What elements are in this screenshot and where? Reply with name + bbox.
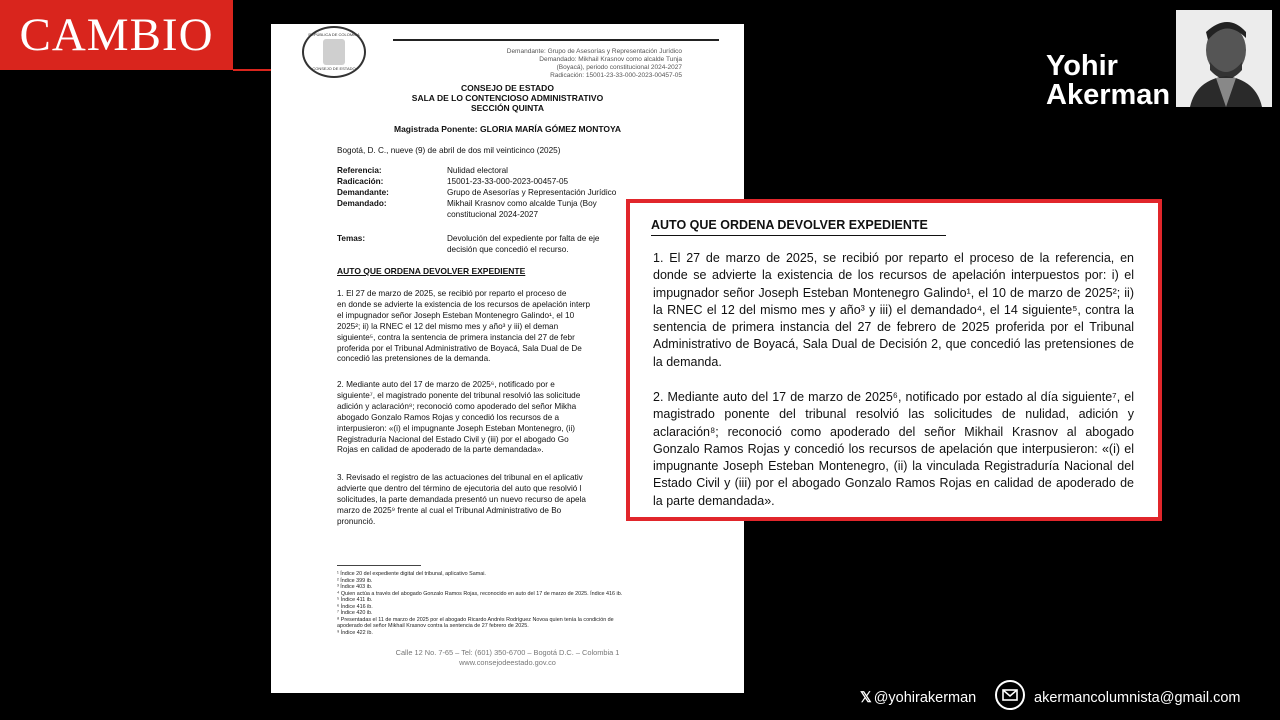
footnotes: [337, 571, 687, 636]
text-line: 2025²; ii) la RNEC el 12 del mismo mes y año³ y iii) el deman: [337, 321, 559, 331]
document-heading: AUTO QUE ORDENA DEVOLVER EXPEDIENTE: [337, 266, 526, 276]
meta-line: Radicación: 15001-23-33-000-2023-00457-05: [550, 72, 682, 79]
highlighted-excerpt: [626, 199, 1162, 521]
field-label: Demandado:: [337, 199, 387, 208]
case-metadata: [422, 48, 682, 80]
seal-bottom-text: CONSEJO DE ESTADO: [312, 66, 356, 71]
temas-line: decisión que concedió el recurso.: [447, 245, 569, 254]
text-line: el impugnador señor Joseph Esteban Montenegro Galindo¹, el 10: [337, 310, 575, 320]
text-line: abogado Gonzalo Ramos Rojas y concedió los recursos de a: [337, 412, 560, 422]
footnote: ⁵ Índice 411 ib.: [337, 597, 373, 603]
text-line: advierte que dentro del término de ejecutoria del auto que resolvió l: [337, 483, 582, 493]
court-chamber: SALA DE LO CONTENCIOSO ADMINISTRATIVO: [411, 93, 604, 103]
temas-label: Temas:: [337, 234, 366, 243]
footnote: ⁸ Presentadas el 11 de marzo de 2025 por el abogado Ricardo Andrés Rodríguez Novoa quien tenía la condición de: [337, 616, 614, 623]
text-line: solicitudes, la parte demandada presentó un nuevo recurso de apela: [337, 494, 586, 504]
excerpt-paragraph-2: 2. Mediante auto del 17 de marzo de 2025⁶, notificado por estado al día siguiente⁷, el magistrado ponente del tribunal resolvió las solicitudes de nulidad, adición y aclaración⁸; reconoció como apoderado del señor Mikhail Krasnov al abogado Gonzalo Ramos Rojas y concedió los recursos de apelación que interpusieron: «(i) el impugnante Joseph Esteban Montenegro, (ii) la vinculada Registraduría Nacional del Estado Civil y (iii) por el abogado Gonzalo Ramos Rojas en calidad de apoderado de la parte demandada».: [653, 390, 1134, 508]
excerpt-paragraph-1: 1. El 27 de marzo de 2025, se recibió por reparto el proceso de la referencia, en donde se advierte la existencia de los recursos de apelación interpuestos por: i) el impugnador señor Joseph Esteban Montenegro Galindo¹, el 10 de marzo de 2025²; ii) la RNEC el 12 del mismo mes y año³ y iii) el demandado⁴, el 14 siguiente⁵, contra la sentencia de primera instancia del 27 de febrero de 2025 proferida por el Tribunal Administrativo de Boyacá, Sala Dual de Decisión 2, que concedió las pretensiones de la demanda.: [653, 251, 1134, 369]
text-line: proferida por el Tribunal Administrativo de Boyacá, Sala Dual de De: [337, 343, 582, 353]
field-value: 15001-23-33-000-2023-00457-05: [447, 177, 569, 186]
text-line: 1. El 27 de marzo de 2025, se recibió por reparto el proceso de: [337, 289, 567, 298]
magistrate-name: GLORIA MARÍA GÓMEZ MONTOYA: [479, 124, 622, 134]
paragraph-3: [337, 473, 586, 528]
x-handle-text: @yohirakerman: [873, 690, 977, 706]
field-value: Mikhail Krasnov como alcalde Tunja (Boy: [447, 199, 597, 208]
footnote: ⁷ Índice 420 ib.: [337, 610, 373, 616]
text-line: interpusieron: «(i) el impugnante Joseph Esteban Montenegro, (ii): [337, 423, 576, 433]
footer-website: www.consejodeestado.gov.co: [459, 658, 556, 667]
court-section: SECCIÓN QUINTA: [470, 103, 545, 113]
excerpt-heading: AUTO QUE ORDENA DEVOLVER EXPEDIENTE: [651, 218, 928, 232]
author-name: [1046, 52, 1170, 110]
text-line: Rojas en calidad de apoderado de la parte demandada».: [337, 445, 544, 455]
cambio-logo: CAMBIO: [0, 0, 233, 70]
text-line: adición y aclaración⁸; reconoció como apoderado del señor Mikha: [337, 401, 577, 411]
footnote: ⁹ Índice 422 ib.: [337, 629, 373, 636]
page-footer: [271, 648, 744, 668]
footnote: ³ Índice 403 ib.: [337, 584, 373, 590]
meta-line: Demandante: Grupo de Asesorías y Representación Jurídico: [506, 48, 682, 55]
text-line: Registraduría Nacional del Estado Civil y (iii) por el abogado Go: [337, 434, 569, 444]
court-name: CONSEJO DE ESTADO: [461, 83, 554, 93]
author-first-name: Yohir: [1046, 50, 1118, 82]
author-avatar: [1176, 10, 1272, 107]
field-value: Nulidad electoral: [447, 166, 508, 175]
footer-address: Calle 12 No. 7-65 – Tel: (601) 350-6700 – Bogotá D.C. – Colombia 1: [395, 648, 620, 657]
text-line: siguiente⁵, contra la sentencia de primera instancia del 27 de febr: [337, 332, 575, 342]
coat-of-arms-icon: [323, 39, 345, 65]
meta-line: (Boyacá), periodo constitucional 2024-2027: [556, 64, 682, 71]
footnote: ¹ Índice 20 del expediente digital del tribunal, aplicativo Samai.: [337, 571, 486, 577]
magistrate-line: [271, 124, 744, 134]
temas-line: Devolución del expediente por falta de eje: [447, 234, 600, 243]
text-line: concedió las pretensiones de la demanda.: [337, 354, 491, 364]
text-line: marzo de 2025⁹ frente al cual el Tribunal Administrativo de Bo: [337, 505, 562, 515]
footnote: ⁶ Índice 416 ib.: [337, 603, 373, 610]
text-line: 3. Revisado el registro de las actuaciones del tribunal en el aplicativ: [337, 473, 583, 482]
excerpt-heading-underline: [651, 235, 946, 236]
paragraph-2: [337, 380, 580, 456]
field-value: Grupo de Asesorías y Representación Jurídico: [447, 188, 617, 197]
paragraph-1: [337, 289, 590, 365]
text-line: pronunció.: [337, 516, 376, 526]
meta-line: Demandado: Mikhail Krasnov como alcalde Tunja: [539, 56, 682, 63]
field-value: constitucional 2024-2027: [447, 210, 539, 219]
footnote: apoderado del señor Mikhail Krasnov contra la sentencia de 27 febrero de 2025.: [337, 623, 529, 629]
footnote: ² Índice 399 ib.: [337, 577, 373, 584]
email-icon: [995, 680, 1025, 710]
x-logo-icon: 𝕏: [860, 690, 872, 706]
field-label: Radicación:: [337, 177, 384, 186]
envelope-icon: [997, 682, 1023, 708]
footnote: ⁴ Quien actúa a través del abogado Gonzalo Ramos Rojas, reconocido en auto del 17 de marzo de 2025. Índice 416 ib.: [337, 590, 623, 597]
field-label: Referencia:: [337, 166, 382, 175]
field-label: Demandante:: [337, 188, 389, 197]
text-line: siguiente⁷, el magistrado ponente del tribunal resolvió las solicitude: [337, 390, 581, 400]
header-rule: [393, 39, 719, 41]
brand-divider: [233, 69, 273, 71]
author-last-name: Akerman: [1046, 79, 1171, 111]
footnote-rule: [337, 565, 421, 566]
court-seal-icon: [302, 26, 366, 78]
text-line: en donde se advierte la existencia de los recursos de apelación interp: [337, 299, 591, 309]
avatar-portrait-icon: [1176, 10, 1272, 107]
email-address: akermancolumnista@gmail.com: [1034, 690, 1241, 706]
date-line: Bogotá, D. C., nueve (9) de abril de dos mil veinticinco (2025): [337, 146, 561, 155]
x-handle: [860, 688, 976, 708]
seal-top-text: REPÚBLICA DE COLOMBIA: [308, 32, 360, 37]
text-line: 2. Mediante auto del 17 de marzo de 2025⁶, notificado por e: [337, 380, 555, 389]
magistrate-label: Magistrada Ponente:: [393, 124, 478, 134]
